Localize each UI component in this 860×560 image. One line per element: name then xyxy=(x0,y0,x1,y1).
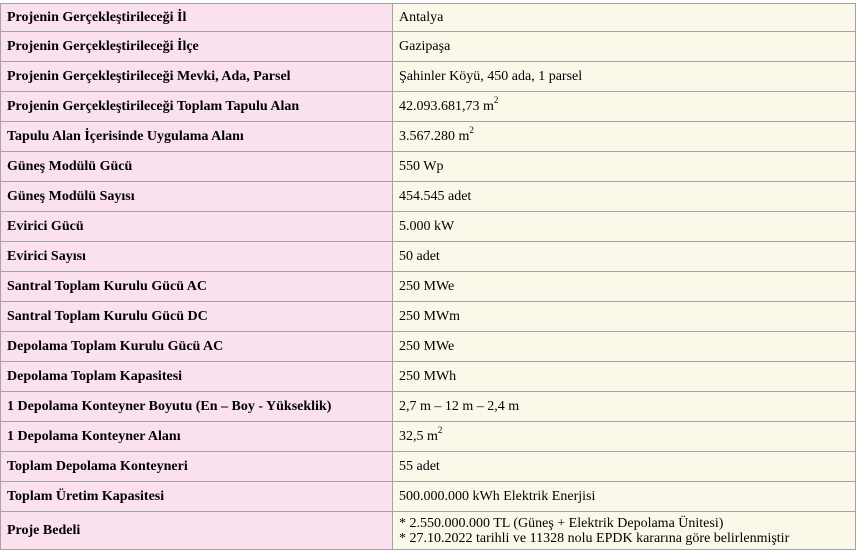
row-value-modul-gucu: 550 Wp xyxy=(393,152,856,182)
value-line: * 27.10.2022 tarihli ve 11328 nolu EPDK kararına göre belirlenmiştir xyxy=(399,530,790,546)
row-label-ilce: Projenin Gerçekleştirileceği İlçe xyxy=(1,32,393,62)
row-label-evirici-sayisi: Evirici Sayısı xyxy=(1,242,393,272)
table-row xyxy=(1,362,856,392)
row-value-ilce: Gazipaşa xyxy=(393,32,856,62)
row-value-konteyner-alani xyxy=(393,422,856,452)
table-row xyxy=(1,32,856,62)
table-row xyxy=(1,452,856,482)
row-label-tapulu-alan: Projenin Gerçekleştirileceği Toplam Tapulu Alan xyxy=(1,92,393,122)
row-value-santral-ac: 250 MWe xyxy=(393,272,856,302)
row-label-modul-gucu: Güneş Modülü Gücü xyxy=(1,152,393,182)
row-label-konteyner-alani: 1 Depolama Konteyner Alanı xyxy=(1,422,393,452)
row-label-toplam-konteyner: Toplam Depolama Konteyneri xyxy=(1,452,393,482)
table-row xyxy=(1,242,856,272)
value-text: 32,5 m xyxy=(399,428,438,444)
table-row xyxy=(1,62,856,92)
row-value-proje-bedeli xyxy=(393,512,856,550)
row-label-mevki: Projenin Gerçekleştirileceği Mevki, Ada, Parsel xyxy=(1,62,393,92)
row-label-konteyner-boyutu: 1 Depolama Konteyner Boyutu (En – Boy - Yükseklik) xyxy=(1,392,393,422)
row-label-modul-sayisi: Güneş Modülü Sayısı xyxy=(1,182,393,212)
row-value-uygulama-alani xyxy=(393,122,856,152)
row-label-proje-bedeli: Proje Bedeli xyxy=(1,512,393,550)
row-value-toplam-konteyner: 55 adet xyxy=(393,452,856,482)
project-info-table xyxy=(0,3,856,550)
row-value-tapulu-alan xyxy=(393,92,856,122)
value-text: 3.567.280 m xyxy=(399,128,470,144)
table-row xyxy=(1,212,856,242)
table-row xyxy=(1,302,856,332)
table-row xyxy=(1,272,856,302)
table-row xyxy=(1,512,856,550)
row-label-depolama-ac: Depolama Toplam Kurulu Gücü AC xyxy=(1,332,393,362)
row-value-konteyner-boyutu: 2,7 m – 12 m – 2,4 m xyxy=(393,392,856,422)
row-label-uretim-kapasitesi: Toplam Üretim Kapasitesi xyxy=(1,482,393,512)
row-label-uygulama-alani: Tapulu Alan İçerisinde Uygulama Alanı xyxy=(1,122,393,152)
row-value-evirici-sayisi: 50 adet xyxy=(393,242,856,272)
row-value-uretim-kapasitesi: 500.000.000 kWh Elektrik Enerjisi xyxy=(393,482,856,512)
row-value-mevki: Şahinler Köyü, 450 ada, 1 parsel xyxy=(393,62,856,92)
table-row xyxy=(1,4,856,32)
row-label-evirici-gucu: Evirici Gücü xyxy=(1,212,393,242)
row-label-depolama-kapasitesi: Depolama Toplam Kapasitesi xyxy=(1,362,393,392)
row-value-santral-dc: 250 MWm xyxy=(393,302,856,332)
superscript: 2 xyxy=(437,424,443,435)
row-value-il: Antalya xyxy=(393,4,856,32)
row-value-depolama-kapasitesi: 250 MWh xyxy=(393,362,856,392)
value-line: * 2.550.000.000 TL (Güneş + Elektrik Depolama Ünitesi) xyxy=(399,515,724,531)
row-label-santral-ac: Santral Toplam Kurulu Gücü AC xyxy=(1,272,393,302)
table-row xyxy=(1,182,856,212)
table-row xyxy=(1,92,856,122)
table-row xyxy=(1,332,856,362)
table-row xyxy=(1,422,856,452)
value-text: 42.093.681,73 m xyxy=(399,98,494,114)
row-value-depolama-ac: 250 MWe xyxy=(393,332,856,362)
table-row xyxy=(1,392,856,422)
row-value-evirici-gucu: 5.000 kW xyxy=(393,212,856,242)
superscript: 2 xyxy=(493,94,499,105)
row-label-il: Projenin Gerçekleştirileceği İl xyxy=(1,4,393,32)
row-value-modul-sayisi: 454.545 adet xyxy=(393,182,856,212)
row-label-santral-dc: Santral Toplam Kurulu Gücü DC xyxy=(1,302,393,332)
table-row xyxy=(1,482,856,512)
superscript: 2 xyxy=(469,124,474,135)
table-row xyxy=(1,152,856,182)
table-row xyxy=(1,122,856,152)
